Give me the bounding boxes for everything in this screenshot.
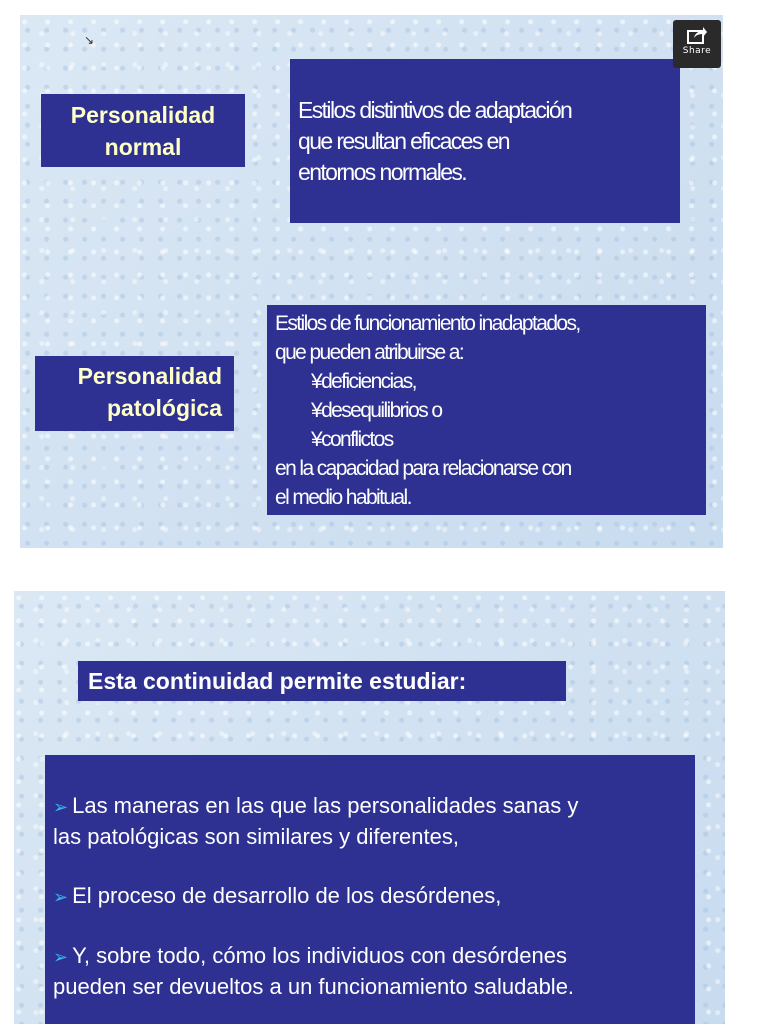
bullet-text: Y, sobre todo, cómo los individuos con desórdenes [72,943,567,968]
label-line: Personalidad [70,102,216,128]
personalidad-patologica-label [35,356,234,431]
list-item: ¥deficiencias, [311,370,416,393]
label-line: patológica [106,395,222,421]
bullet-item [53,791,689,852]
personalidad-normal-label [41,94,245,167]
description-line: entornos normales. [298,159,467,185]
slide-1 [20,15,723,548]
list-item: ¥conflictos [311,428,393,451]
bullet-arrow-icon: ➢ [53,797,69,817]
description-line: Estilos de funcionamiento inadaptados, [275,312,580,335]
bullet-arrow-icon: ➢ [53,947,69,967]
bullet-arrow-icon: ➢ [53,887,69,907]
bullet-list-box [45,755,695,1024]
bullet-text: Las maneras en las que las personalidades sanas y [72,793,579,818]
share-icon [686,25,708,45]
label-line: Personalidad [77,363,222,389]
slide-title-text: Esta continuidad permite estudiar: [88,668,467,694]
personalidad-normal-description [290,59,680,223]
label-line: normal [104,134,182,160]
bullet-item [53,881,689,912]
description-line: el medio habitual. [275,486,411,509]
description-line: Estilos distintivos de adaptación [298,97,572,123]
share-button[interactable] [673,20,721,68]
bullet-text: las patológicas son similares y diferentes, [53,824,459,849]
personalidad-patologica-description [267,305,706,515]
description-line: en la capacidad para relacionarse con [275,457,571,480]
list-item: ¥desequilibrios o [311,399,442,422]
bullet-text: El proceso de desarrollo de los desórdenes, [72,883,502,908]
description-line: que pueden atribuirse a: [275,341,464,364]
slide-2 [14,591,725,1024]
bullet-item [53,941,689,1002]
share-label: Share [682,46,712,56]
bullet-text: pueden ser devueltos a un funcionamiento saludable. [53,974,575,999]
slide-title [78,661,566,701]
cursor-icon: ↘ [84,33,95,47]
description-line: que resultan eficaces en [298,128,509,154]
